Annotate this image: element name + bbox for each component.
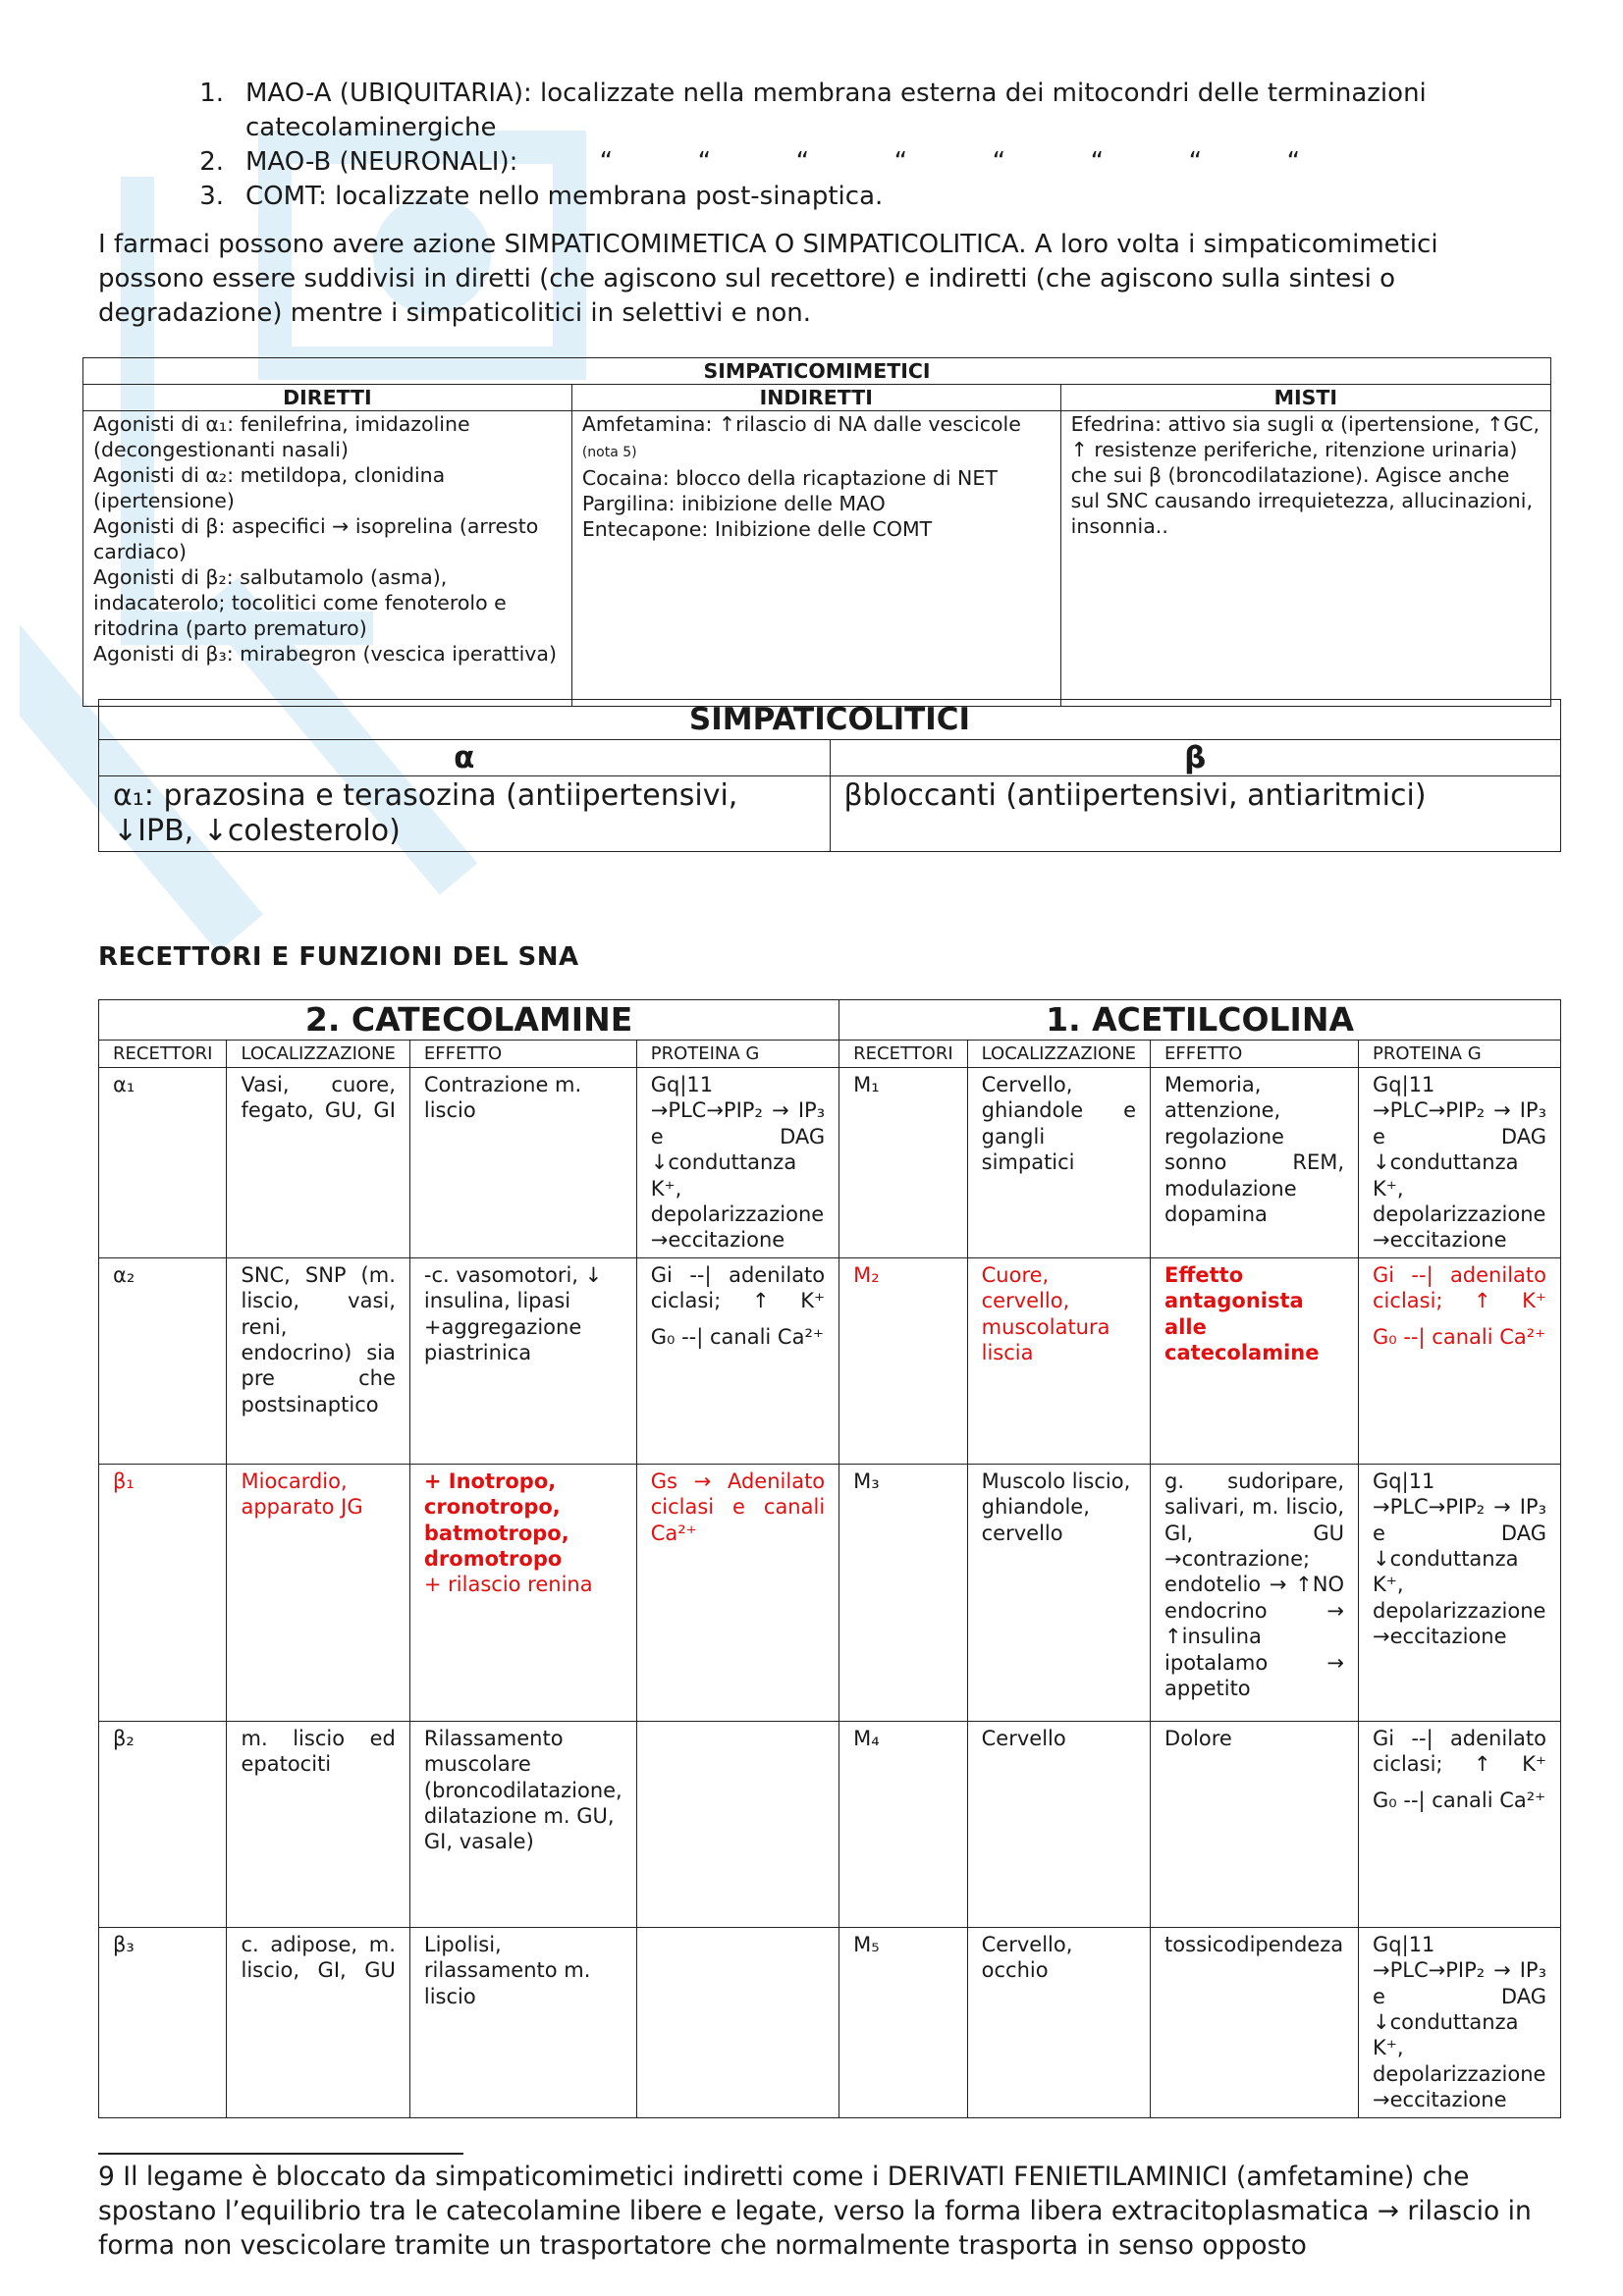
- column-header: LOCALIZZAZIONE: [967, 1041, 1150, 1068]
- list-item: 3. COMT: localizzate nello membrana post-sinaptica.: [199, 182, 884, 211]
- table-row: β₁ Miocardio, apparato JG + Inotropo, cronotropo, batmotropo, dromotropo + rilascio renina Gs → Adenilato ciclasi e canali Ca²⁺ M₃ Muscolo liscio, ghiandole, cervello g. sudoripare, salivari, m. liscio, GI, GU →contrazione; endotelio → ↑NO endocrino → ↑insulina ipotalamo → appetito Gq|11 →PLC→PIP₂ → IP₃ e DAG ↓conduttanza K⁺, depolarizzazione →eccitazione: [99, 1464, 1561, 1721]
- acetilcolina-title: 1. ACETILCOLINA: [839, 1000, 1561, 1041]
- diretti-cell: Agonisti di α₁: fenilefrina, imidazoline (decongestionanti nasali) Agonisti di α₂: metildopa, clonidina (ipertensione) Agonisti di β: aspecifici → isoprelina (arresto cardiaco) Agonisti di β₂: salbutamolo (asma), indacaterolo; tocolitici come fenoterolo e ritodrina (parto prematuro) Agonisti di β₃: mirabegron (vescica iperattiva): [83, 411, 572, 707]
- footnote: 9 Il legame è bloccato da simpaticomimetici indiretti come i DERIVATI FENIETILAMINICI (amfetamine) che spostano l’equilibrio tra le catecolamine libere e legate, verso la forma libera extracitoplasmatica → rilascio in forma non vescicolare tramite un trasportatore che normalmente trasporta in senso opposto: [98, 2162, 1532, 2261]
- table-row: β₂ m. liscio ed epatociti Rilassamento muscolare (broncodilatazione, dilatazione m. GU, GI, vasale) M₄ Cervello Dolore Gi --| adenilato ciclasi; ↑ K⁺ G₀ --| canali Ca²⁺: [99, 1721, 1561, 1927]
- column-header: INDIRETTI: [571, 385, 1060, 411]
- column-header: MISTI: [1060, 385, 1550, 411]
- table-row: α₂ SNC, SNP (m. liscio, vasi, reni, endocrino) sia pre che postsinaptico -c. vasomotori, ↓ insulina, lipasi +aggregazione piastrinica Gi --| adenilato ciclasi; ↑ K⁺ G₀ --| canali Ca²⁺ M₂ Cuore, cervello, muscolatura liscia Effetto antagonista alle catecolamine Gi --| adenilato ciclasi; ↑ K⁺ G₀ --| canali Ca²⁺: [99, 1257, 1561, 1464]
- table-row: β₃ c. adipose, m. liscio, GI, GU Lipolisi, rilassamento m. liscio M₅ Cervello, occhio tossicodipendeza Gq|11 →PLC→PIP₂ → IP₃ e DAG ↓conduttanza K⁺, depolarizzazione →eccitazione: [99, 1927, 1561, 2117]
- column-header: RECETTORI: [99, 1041, 227, 1068]
- column-header: PROTEINA G: [1359, 1041, 1561, 1068]
- table-title: SIMPATICOLITICI: [99, 700, 1561, 740]
- simpaticomimetici-table: [82, 357, 1551, 707]
- sna-receptor-table: [98, 999, 1561, 2118]
- table-row: α₁ Vasi, cuore, fegato, GU, GI Contrazione m. liscio Gq|11 →PLC→PIP₂ → IP₃ e DAG ↓conduttanza K⁺, depolarizzazione →eccitazione M₁ Cervello, ghiandole e gangli simpatici Memoria, attenzione, regolazione sonno REM, modulazione dopamina Gq|11 →PLC→PIP₂ → IP₃ e DAG ↓conduttanza K⁺, depolarizzazione →eccitazione: [99, 1068, 1561, 1258]
- simpaticolitici-table: [98, 699, 1561, 852]
- column-header: β: [830, 740, 1561, 776]
- section-heading: RECETTORI E FUNZIONI DEL SNA: [98, 942, 579, 972]
- mao-list: [145, 77, 1559, 214]
- column-header: EFFETTO: [409, 1041, 636, 1068]
- catecolamine-title: 2. CATECOLAMINE: [99, 1000, 839, 1041]
- column-header: LOCALIZZAZIONE: [227, 1041, 409, 1068]
- list-item: 2. MAO-B (NEURONALI): “ “ “ “ “ “ “ “: [199, 147, 1301, 177]
- intro-paragraph: I farmaci possono avere azione SIMPATICOMIMETICA O SIMPATICOLITICA. A loro volta i simpaticomimetici possono essere suddivisi in diretti (che agiscono sul recettore) e indiretti (che agiscono sulla sintesi o degradazione) mentre i simpaticolitici in selettivi e non.: [98, 230, 1438, 328]
- indiretti-cell: Amfetamina: ↑rilascio di NA dalle vescicole (nota 5) Cocaina: blocco della ricaptazione di NET Pargilina: inibizione delle MAO Entecapone: Inibizione delle COMT: [571, 411, 1060, 707]
- column-header: DIRETTI: [83, 385, 572, 411]
- footnote-divider: [98, 2153, 463, 2155]
- column-header: PROTEINA G: [636, 1041, 839, 1068]
- alpha-cell: α₁: prazosina e terasozina (antiipertensivi, ↓IPB, ↓colesterolo): [99, 776, 831, 852]
- list-item: 1. MAO-A (UBIQUITARIA): localizzate nella membrana esterna dei mitocondri delle terminazioni catecolaminergiche: [199, 79, 1427, 142]
- column-header: EFFETTO: [1151, 1041, 1359, 1068]
- table-title: SIMPATICOMIMETICI: [83, 358, 1551, 385]
- beta-cell: βbloccanti (antiipertensivi, antiaritmici): [830, 776, 1561, 852]
- column-header: α: [99, 740, 831, 776]
- misti-cell: Efedrina: attivo sia sugli α (ipertensione, ↑GC, ↑ resistenze periferiche, ritenzione urinaria) che sui β (broncodilatazione). Agisce anche sul SNC causando irrequietezza, allucinazioni, insonnia..: [1060, 411, 1550, 707]
- column-header: RECETTORI: [839, 1041, 967, 1068]
